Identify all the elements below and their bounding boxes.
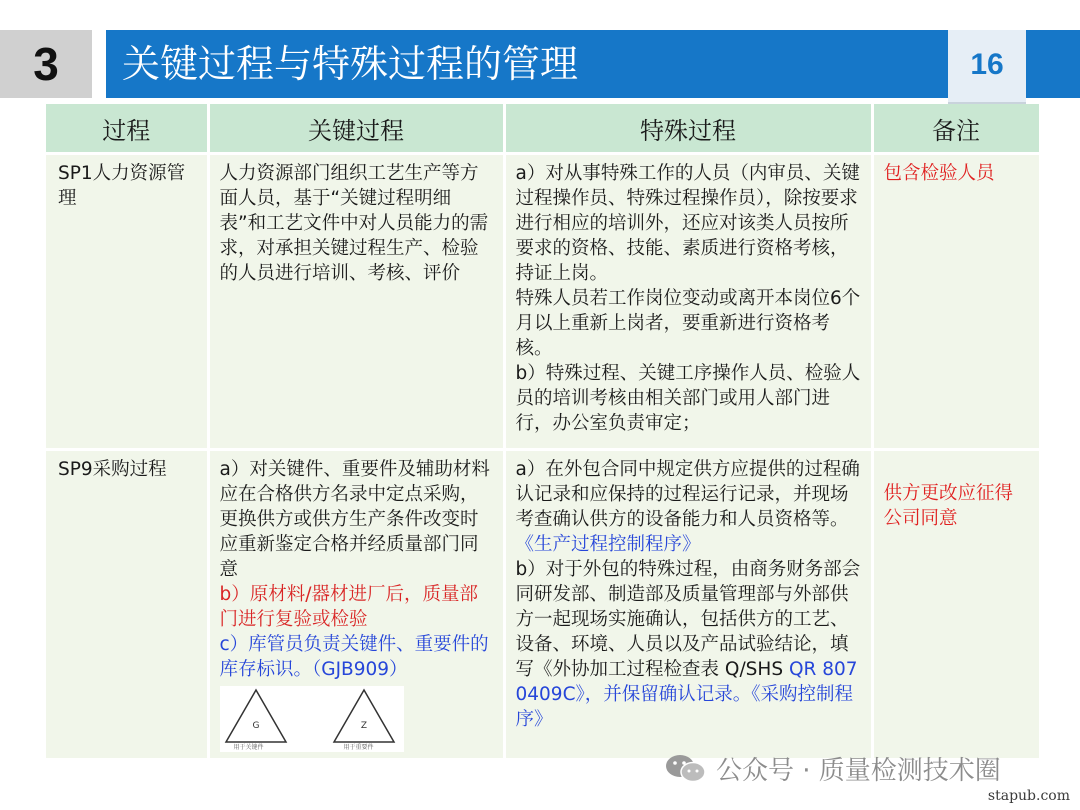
key-process-cell: 人力资源部门组织工艺生产等方面人员，基于“关键过程明细表”和工艺文件中对人员能力的需求，对承担关键过程生产、检验的人员进行培训、考核、评价 — [208, 154, 504, 450]
process-cell: SP1人力资源管理 — [46, 154, 208, 450]
triangle-key-icon — [226, 690, 286, 742]
page-number-tab — [948, 30, 1026, 105]
table-header-row — [46, 104, 1040, 154]
form-code-reference: QR 8070409C》，并保留确认记录。《采购控制程序》 — [515, 659, 858, 730]
page-title: 关键过程与特殊过程的管理 — [122, 42, 579, 86]
special-paragraph: 特殊人员若工作岗位变动或离开本岗位6个月以上重新上岗者，要重新进行资格考核。 — [515, 288, 861, 359]
special-paragraph — [516, 557, 861, 732]
triangle-key-caption: 用于关键件 — [233, 744, 264, 751]
procedure-reference: 《生产过程控制程序》 — [515, 534, 701, 555]
title-bar — [106, 30, 1080, 98]
special-process-cell — [504, 450, 872, 759]
key-process-cell — [208, 450, 504, 759]
header-remark: 备注 — [872, 104, 1040, 154]
triangle-important-caption: 用于重要件 — [343, 744, 374, 751]
remark-cell — [872, 450, 1040, 759]
special-paragraph: a）对从事特殊工作的人员（内审员、关键过程操作员、特殊过程操作员），除按要求进行相应的培训外，还应对该类人员按所要求的资格、技能、素质进行资格考核，持证上岗。 — [515, 163, 860, 284]
triangle-key-mark: G — [252, 721, 259, 731]
triangle-important-mark: Z — [360, 721, 367, 731]
section-number-box — [0, 30, 92, 98]
special-text: b）对于外包的特殊过程，由商务财务部会同研发部、制造部及质量管理部与外部供方一起现场实施确认，包括供方的工艺、设备、环境、人员以及产品试验结论，填写《外协加工过程检查表 Q/SHS — [515, 559, 861, 680]
page-number: 16 — [970, 48, 1004, 81]
header-special-process: 特殊过程 — [504, 104, 872, 154]
special-paragraph — [516, 457, 861, 557]
marking-symbols-figure — [220, 686, 404, 752]
key-paragraph-red: b）原材料/器材进厂后，质量部门进行复验或检验 — [219, 584, 478, 630]
footer-account: 公众号 · 质量检测技术圈 — [716, 756, 1001, 786]
special-process-cell — [504, 154, 872, 450]
process-table — [46, 104, 1042, 758]
header-process: 过程 — [46, 104, 208, 154]
section-number: 3 — [33, 38, 59, 90]
triangle-symbols — [220, 686, 404, 752]
triangle-important-icon — [334, 690, 394, 742]
table-row — [46, 154, 1040, 450]
special-text: a）在外包合同中规定供方应提供的过程确认记录和应保持的过程运行记录，并现场考查确认供方的设备能力和人员资格等。 — [515, 459, 860, 530]
key-paragraph: a）对关键件、重要件及辅助材料应在合格供方名录中定点采购，更换供方或供方生产条件改变时应重新鉴定合格并经质量部门同意 — [219, 459, 490, 580]
watermark: stapub.com — [987, 788, 1070, 804]
key-paragraph-blue: c）库管员负责关键件、重要件的库存标识。（GJB909） — [219, 634, 489, 680]
table-row — [46, 450, 1040, 759]
wechat-logo-icon — [664, 752, 708, 784]
remark-cell: 包含检验人员 — [872, 154, 1040, 450]
remark-text: 供方更改应征得公司同意 — [883, 483, 1014, 529]
process-cell: SP9采购过程 — [46, 450, 208, 759]
special-paragraph: b）特殊过程、关键工序操作人员、检验人员的培训考核由相关部门或用人部门进行，办公室负责审定； — [515, 363, 861, 434]
header-key-process: 关键过程 — [208, 104, 504, 154]
